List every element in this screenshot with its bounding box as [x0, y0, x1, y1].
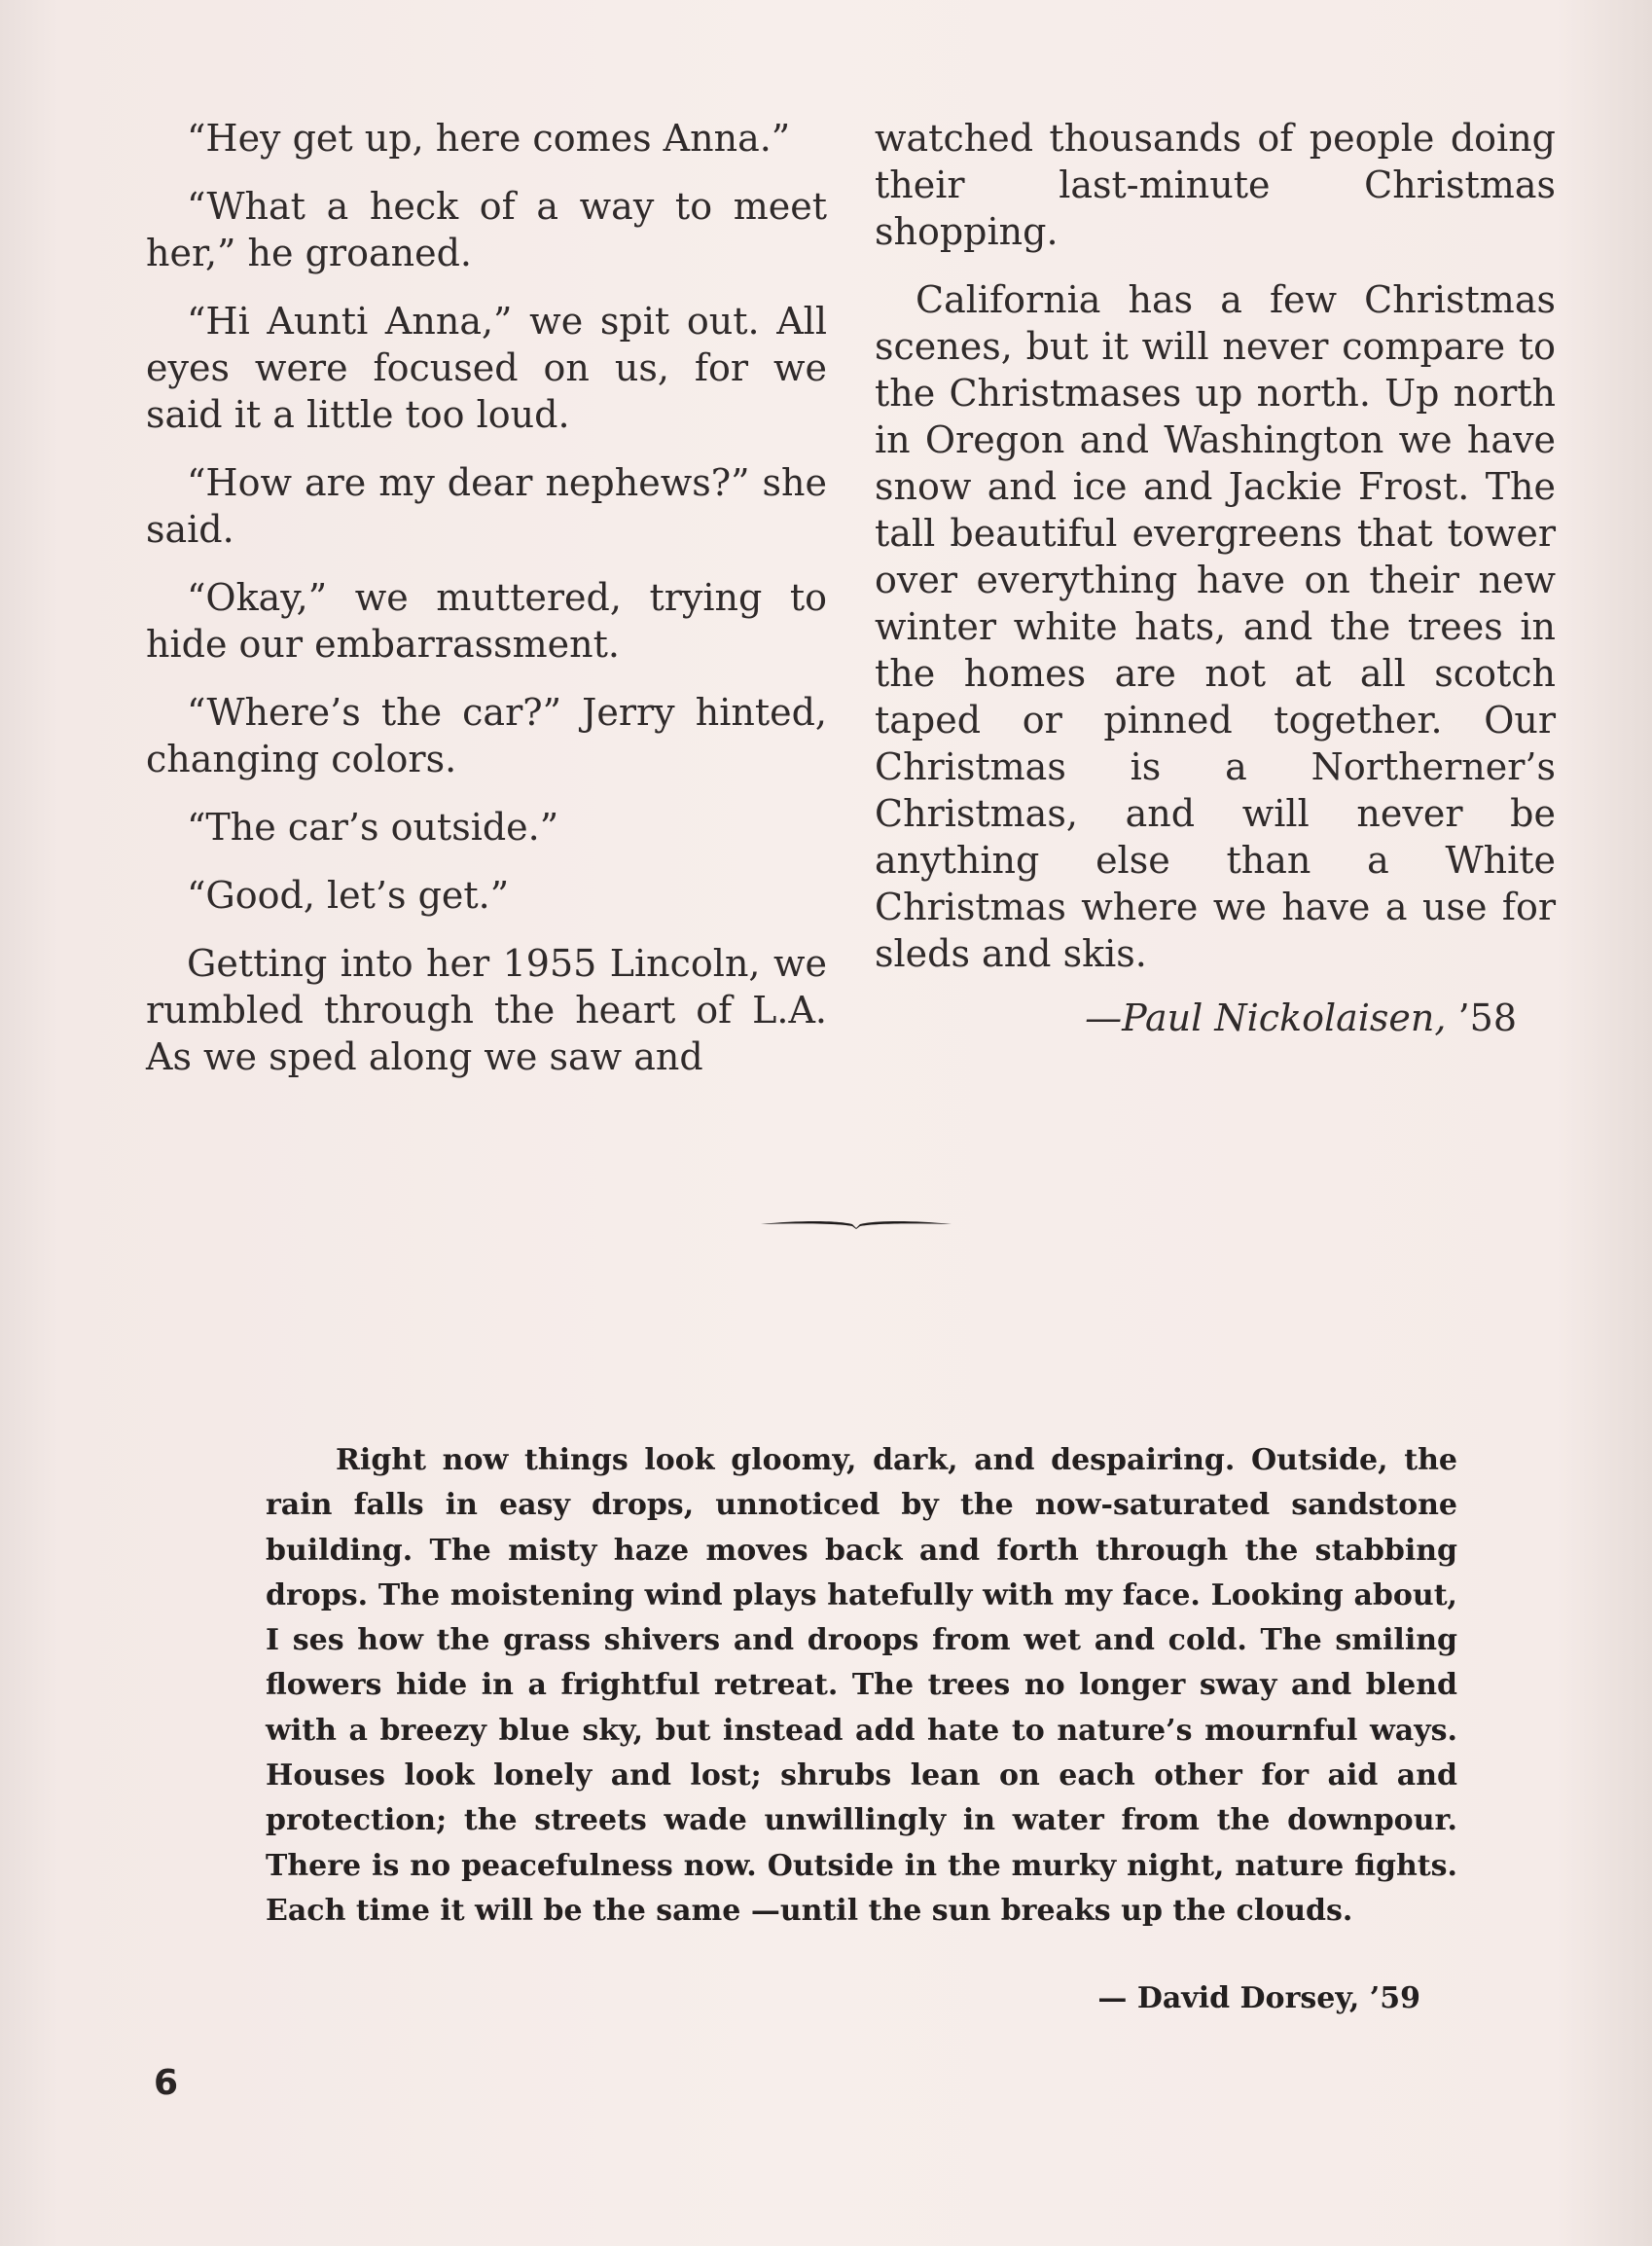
story-paragraph: “Okay,” we muttered, trying to hide our embarrassment. — [146, 576, 827, 666]
story-paragraph: “How are my dear nephews?” she said. — [146, 461, 827, 551]
story-paragraph: California has a few Christmas scenes, but it will never compare to the Christmases up north. Up north in Oregon and Washington we have snow and ice and Jackie Frost. The tall beautiful evergreens that tower over everything have on their new winter white hats, and the trees in the homes are not at all scotch taped or pinned together. Our Christmas is a Northerner’s Christmas, and will never be anything else than a White Christmas where we have a use for sleds and skis. — [875, 278, 1556, 975]
section-divider-ornament — [759, 1212, 953, 1237]
story-paragraph: “Hey get up, here comes Anna.” — [187, 117, 791, 160]
story-left-column — [146, 115, 827, 1102]
story-signature-name: —Paul Nickolaisen, — [1085, 996, 1447, 1039]
story-paragraph: “What a heck of a way to meet her,” he groaned. — [146, 185, 827, 274]
story-paragraph: “The car’s outside.” — [187, 806, 559, 849]
story-paragraph: watched thousands of people doing their last-minute Christmas shopping. — [875, 117, 1556, 253]
story-signature — [875, 995, 1556, 1041]
story-paragraph: Getting into her 1955 Lincoln, we rumbled through the heart of L.A. As we sped along we saw and — [146, 942, 827, 1078]
story-paragraph: “Hi Aunti Anna,” we spit out. All eyes were focused on us, for we said it a little too loud. — [146, 300, 827, 436]
story-signature-year: ’58 — [1457, 996, 1517, 1039]
story-right-column — [875, 115, 1556, 1041]
page-number: 6 — [154, 2063, 179, 2103]
story-paragraph: “Good, let’s get.” — [187, 874, 510, 917]
essay-signature: — David Dorsey, ’59 — [1097, 1981, 1420, 2015]
story-paragraph: “Where’s the car?” Jerry hinted, changing colors. — [146, 691, 827, 780]
essay-paragraph: Right now things look gloomy, dark, and despairing. Outside, the rain falls in easy drops, unnoticed by the now-saturated sandstone building. The misty haze moves back and forth through the stabbing drops. The moistening wind plays hatefully with my face. Looking about, I ses how the grass shivers and droops from wet and cold. The smiling flowers hide in a frightful retreat. The trees no longer sway and blend with a breezy blue sky, but instead add hate to nature’s mournful ways. Houses look lonely and lost; shrubs lean on each other for aid and protection; the streets wade unwillingly in water from the downpour. There is no peacefulness now. Outside in the murky night, nature fights. Each time it will be the same —until the sun breaks up the clouds. — [266, 1443, 1457, 1928]
